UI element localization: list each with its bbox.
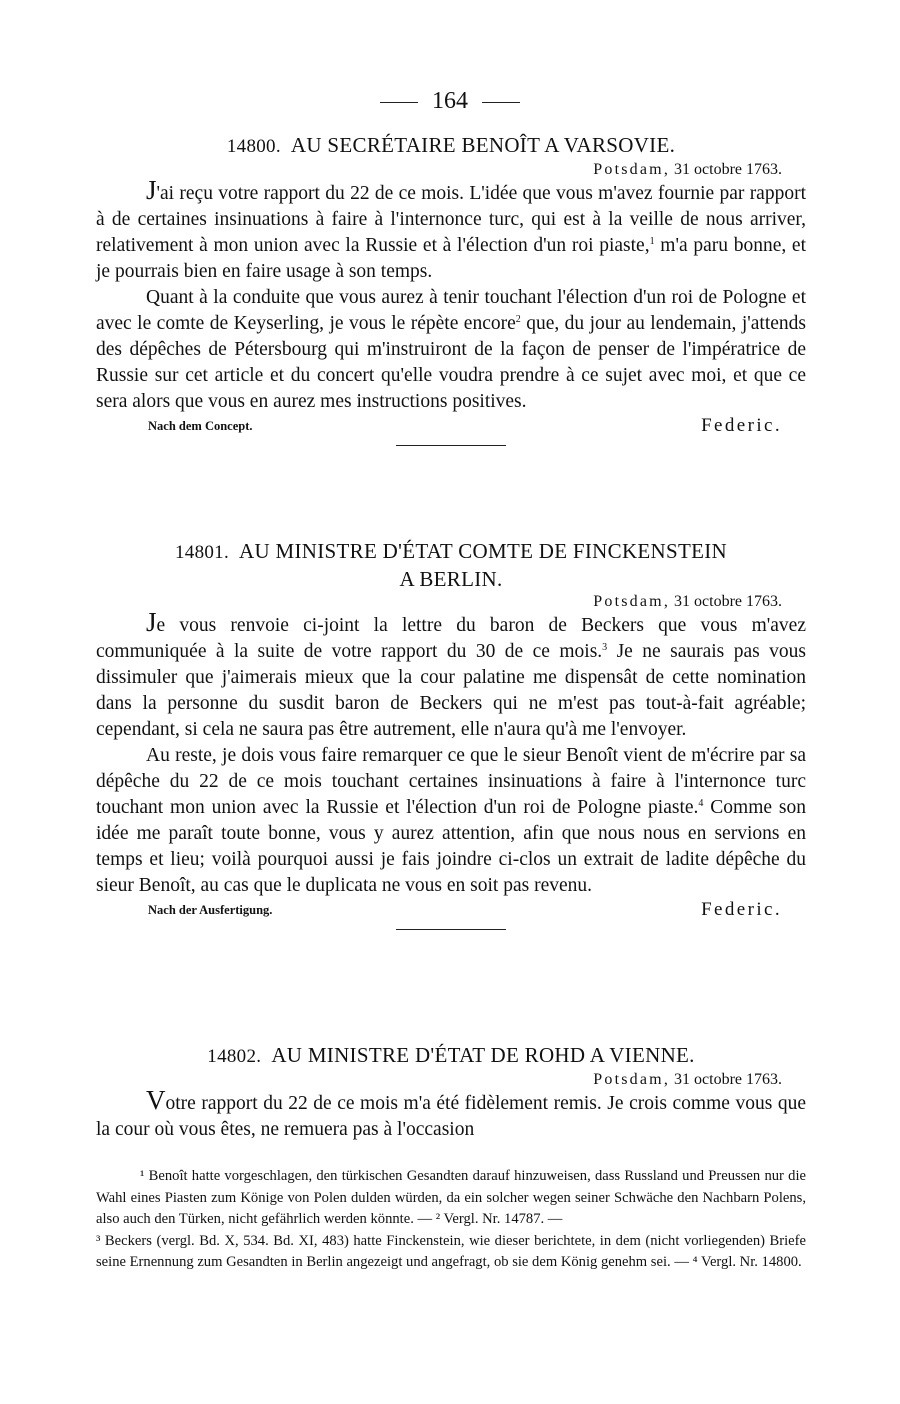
header-right-dash <box>482 102 520 103</box>
letter-number: 14801. <box>174 542 230 563</box>
paragraph-text: que, du jour au lendemain, j'attends des dépêches de Pétersbourg qui m'instruiront de la façon de penser de l'impératrice de Russie sur cet article et du concert qu'elle voudra prendre à ce sujet avec moi, et que ce sera alors que vous en aurez mes instructions positives. <box>96 313 807 412</box>
letter-closing <box>96 899 806 925</box>
source-note: Nach dem Concept. <box>148 419 253 433</box>
initial-letter: J <box>146 175 157 205</box>
footnote-block: ¹ Benoît hatte vorgeschlagen, den türkischen Gesandten darauf hinzuweisen, dass Russland und Preussen nur die Wahl eines Piasten zum Könige von Polen dulden würden, da ein solcher wegen seiner Schwäche den Nachbarn Polens, also auch den Türken, nicht gefährlich werden könnte. — ² Vergl. Nr. 14787. — <box>96 1168 806 1227</box>
footnote-block: ³ Beckers (vergl. Bd. X, 534. Bd. XI, 483) hatte Finckenstein, wie dieser berichtete, in dem (nicht vorliegenden) Briefe seine Ernennung zum Gesandten in Berlin angezeigt und angefragt, ob sie dem König genehm sei. — ⁴ Vergl. Nr. 14800. <box>96 1232 806 1270</box>
letter-body <box>96 175 807 415</box>
paragraph <box>96 175 806 285</box>
paragraph-text: otre rapport du 22 de ce mois m'a été fidèlement remis. Je crois comme vous que la cour où vous êtes, ne remuera pas à l'occasion <box>96 1093 806 1140</box>
page-number: 164 <box>432 88 468 114</box>
paragraph-text: Je ne saurais pas vous dissimuler que j'aimerais mieux que la cour palatine me dispensât de cette nomination dans la personne du susdit baron de Beckers qui ne m'est pas tout-à-fait agréable; cependant, si cela ne saura pas être autrement, elle n'aura qu'à me l'envoyer. <box>96 641 806 740</box>
paragraph-text: m'a paru bonne, et je pourrais bien en faire usage à son temps. <box>96 235 806 282</box>
letter-number: 14800. <box>226 136 281 157</box>
paragraph <box>96 285 806 415</box>
letter-addressee: AU MINISTRE D'ÉTAT DE ROHD A VIENNE. <box>271 1043 695 1067</box>
footnote-ref: 4 <box>698 798 704 809</box>
paragraph-text: Quant à la conduite que vous aurez à tenir touchant l'élection d'un roi de Pologne et avec le comte de Keyserling, je vous le répète encore <box>96 287 806 334</box>
paragraph <box>96 607 806 743</box>
separator-rule <box>396 929 506 930</box>
letter-14801 <box>96 538 806 930</box>
letter-body <box>96 1085 806 1143</box>
paragraph-text: Au reste, je dois vous faire remarquer ce que le sieur Benoît vient de m'écrire par sa dépêche du 22 de ce mois touchant certaines insinuations à faire à l'internonce turc touchant mon union avec la Russie et l'élection d'un roi de Pologne piaste. <box>96 745 806 818</box>
signature: Federic. <box>701 899 782 920</box>
paragraph <box>96 1085 806 1143</box>
letter-date: 31 octobre 1763. <box>674 1071 782 1088</box>
letter-14802 <box>96 1042 806 1143</box>
paragraph-text: Comme son idée me paraît toute bonne, vous y aurez attention, afin que nous nous en servions en temps et lieu; voilà pourquoi aussi je fais joindre ci-clos un extrait de ladite dépêche du sieur Benoît, au cas que le duplicata ne vous en soit pas revenu. <box>96 797 806 896</box>
footnote-ref: 2 <box>515 314 521 325</box>
signature: Federic. <box>701 415 782 436</box>
footnotes <box>96 1166 806 1274</box>
letter-date: 31 octobre 1763. <box>674 161 782 178</box>
initial-letter: V <box>146 1085 166 1115</box>
letter-addressee-line2: A BERLIN. <box>399 567 503 591</box>
letter-dateline <box>96 592 806 612</box>
letter-dateline <box>96 1070 806 1090</box>
page-header <box>0 86 900 116</box>
letter-addressee: AU SECRÉTAIRE BENOÎT A VARSOVIE. <box>290 133 676 157</box>
separator-rule <box>396 445 506 446</box>
letter-14800 <box>96 132 806 446</box>
letter-closing <box>96 415 806 441</box>
letter-place: Potsdam, <box>593 593 671 610</box>
footnote-ref: 1 <box>649 236 655 247</box>
header-left-dash <box>380 102 418 103</box>
letter-heading <box>96 1042 806 1070</box>
letter-heading <box>96 538 806 592</box>
footnote-ref: 3 <box>602 642 608 653</box>
letter-place: Potsdam, <box>593 1071 671 1088</box>
letter-date: 31 octobre 1763. <box>674 593 782 610</box>
letter-heading <box>96 132 806 160</box>
letter-body <box>96 607 806 899</box>
letter-dateline <box>96 160 806 180</box>
paragraph-text: 'ai reçu votre rapport du 22 de ce mois. L'idée que vous m'avez fournie par rapport à de certaines insinuations à faire à l'internonce turc, qui est à la veille de nous arriver, relativement à mon union avec la Russie et à l'élection d'un roi piaste, <box>96 183 806 256</box>
letter-number: 14802. <box>207 1046 262 1067</box>
initial-letter: J <box>146 607 157 637</box>
source-note: Nach der Ausfertigung. <box>148 903 273 917</box>
paragraph <box>96 743 806 899</box>
paragraph-text: e vous renvoie ci-joint la lettre du baron de Beckers que vous m'avez communiquée à la suite de votre rapport du 30 de ce mois. <box>96 615 806 662</box>
letter-place: Potsdam, <box>593 161 671 178</box>
letter-addressee: AU MINISTRE D'ÉTAT COMTE DE FINCKENSTEIN <box>239 539 727 563</box>
